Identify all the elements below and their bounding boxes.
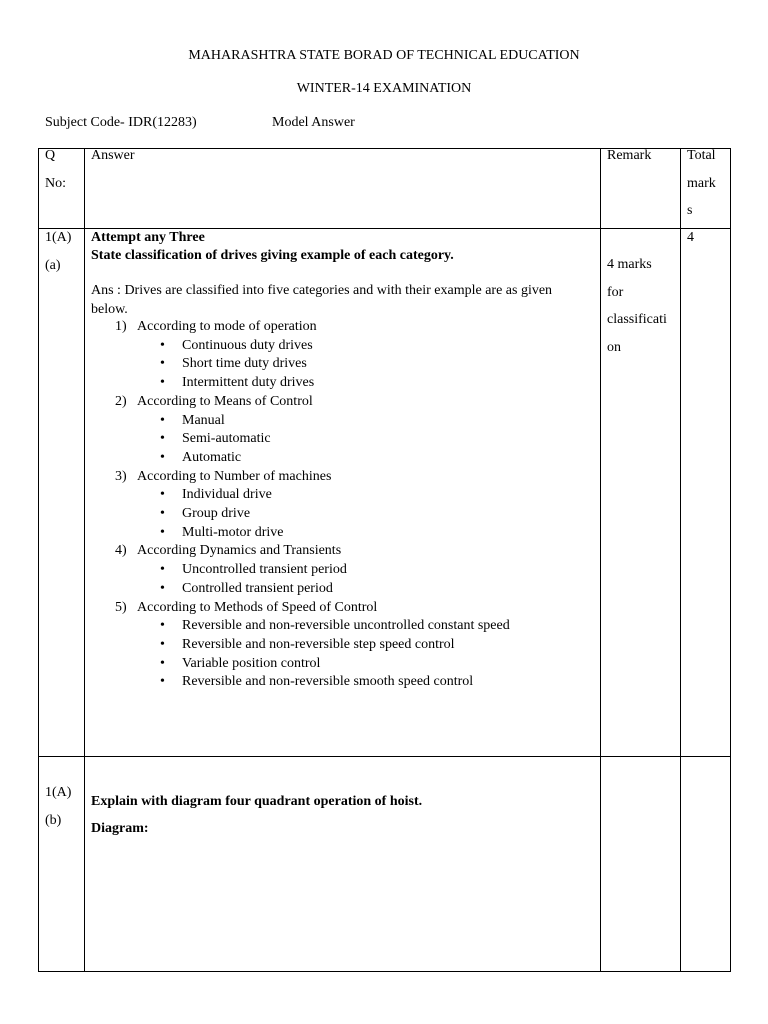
board-title: MAHARASHTRA STATE BORAD OF TECHNICAL EDUCATION — [188, 48, 580, 63]
table-column-divider — [600, 148, 601, 972]
list-number: 2) — [115, 393, 127, 409]
bullet-icon: • — [160, 636, 165, 652]
list-item: Group drive — [182, 506, 251, 521]
bullet-icon: • — [160, 337, 165, 353]
row1-q-sub: (a) — [45, 257, 61, 273]
row1-remark — [607, 251, 667, 361]
list-item: Variable position control — [182, 655, 321, 671]
header-q-no — [45, 142, 66, 197]
row1-total-marks: 4 — [687, 230, 694, 245]
row2-question: Explain with diagram four quadrant operation of hoist. — [91, 794, 423, 809]
bullet-icon: • — [160, 655, 165, 671]
row1-question: State classification of drives giving example of each category. — [91, 248, 454, 263]
list-item: Automatic — [182, 449, 242, 465]
header-q-label: Q — [45, 148, 56, 163]
list-group-title: According to Methods of Speed of Control — [137, 599, 378, 615]
list-group-title: According to Number of machines — [137, 468, 332, 484]
bullet-icon: • — [160, 431, 165, 447]
row1-remark-line4: on — [607, 339, 621, 355]
list-item: Reversible and non-reversible smooth speed control — [182, 674, 474, 690]
list-item: Uncontrolled transient period — [182, 562, 347, 578]
list-item: Reversible and non-reversible uncontrolled constant speed — [182, 618, 510, 634]
list-item: Controlled transient period — [182, 580, 333, 596]
row1-intro-line2: below. — [91, 302, 128, 317]
row2-q-number: 1(A) — [45, 785, 72, 800]
list-number: 1) — [115, 319, 127, 334]
list-item: Individual drive — [182, 487, 272, 503]
header-total-line1: Total — [687, 148, 716, 163]
bullet-icon: • — [160, 674, 165, 690]
table-row-divider — [38, 228, 731, 229]
model-answer-label: Model Answer — [272, 115, 355, 130]
table-border-right — [730, 148, 731, 972]
list-number: 5) — [115, 599, 127, 615]
bullet-icon: • — [160, 449, 165, 465]
list-item: Semi-automatic — [182, 431, 271, 447]
list-group-title: According to mode of operation — [137, 319, 317, 334]
bullet-icon: • — [160, 562, 165, 578]
header-remark: Remark — [607, 148, 652, 163]
header-no-label: No: — [45, 175, 66, 191]
bullet-icon: • — [160, 356, 165, 372]
bullet-icon: • — [160, 375, 165, 391]
list-number: 3) — [115, 468, 127, 484]
list-group-title: According Dynamics and Transients — [137, 543, 342, 559]
header-answer: Answer — [91, 148, 135, 163]
table-row-divider — [38, 756, 731, 757]
list-item: Continuous duty drives — [182, 337, 313, 353]
row1-remark-line1: 4 marks — [607, 257, 652, 272]
table-column-divider — [84, 148, 85, 972]
bullet-icon: • — [160, 524, 165, 540]
subject-code: Subject Code- IDR(12283) — [45, 115, 197, 130]
row2-q-sub: (b) — [45, 812, 62, 828]
table-border-left — [38, 148, 39, 972]
list-item: Multi-motor drive — [182, 524, 284, 540]
bullet-icon: • — [160, 618, 165, 634]
header-total-line2: mark — [687, 175, 716, 191]
header-total-marks — [687, 142, 716, 225]
list-item: Manual — [182, 412, 225, 428]
bullet-icon: • — [160, 506, 165, 521]
row2-q-no — [45, 779, 71, 834]
bullet-icon: • — [160, 580, 165, 596]
list-item: Intermittent duty drives — [182, 375, 315, 391]
list-number: 4) — [115, 543, 127, 559]
list-item: Reversible and non-reversible step speed control — [182, 636, 455, 652]
bullet-icon: • — [160, 412, 165, 428]
row2-diagram-label: Diagram: — [91, 821, 149, 836]
header-total-line3: s — [687, 203, 693, 218]
bullet-icon: • — [160, 487, 165, 503]
table-column-divider — [680, 148, 681, 972]
table-border-bottom — [38, 971, 731, 972]
row1-intro-line1: Ans : Drives are classified into five categories and with their example are as given — [91, 283, 553, 298]
row1-heading: Attempt any Three — [91, 230, 205, 245]
row1-remark-line3: classificati — [607, 312, 667, 327]
row1-remark-line2: for — [607, 284, 624, 300]
list-group-title: According to Means of Control — [137, 393, 313, 409]
exam-title: WINTER-14 EXAMINATION — [296, 81, 472, 96]
row1-q-number: 1(A) — [45, 230, 72, 245]
list-item: Short time duty drives — [182, 356, 307, 372]
row1-q-no — [45, 224, 71, 279]
